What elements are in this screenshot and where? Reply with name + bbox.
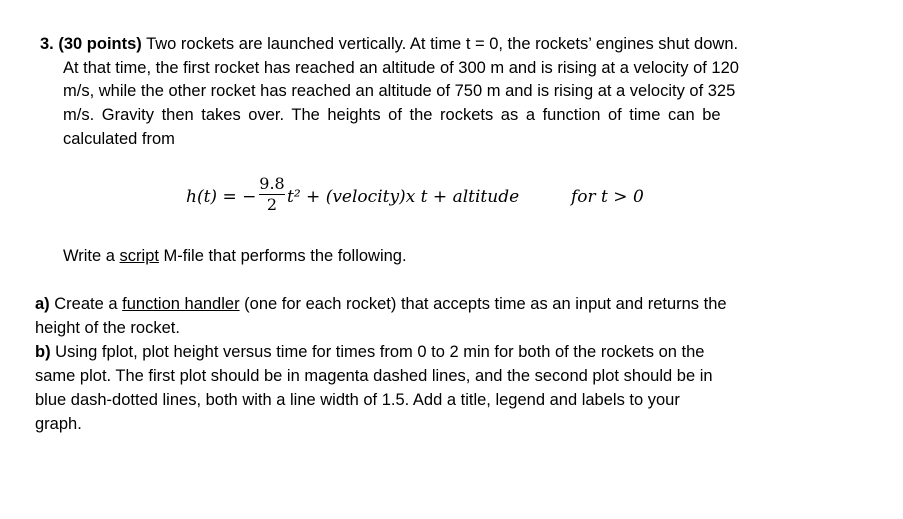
instruction-pre: Write a (63, 247, 120, 265)
part-a-function-handler-term: function handler (122, 295, 240, 313)
question-intro-line3: m/s, while the other rocket has reached an altitude of 750 m and is rising at a velocity of 325 (63, 82, 736, 100)
instruction-post: M-file that performs the following. (158, 247, 407, 265)
instruction-script-term: script (119, 247, 159, 265)
part-b-line2: same plot. The first plot should be in magenta dashed lines, and the second plot should be in (35, 367, 713, 385)
question-number: 3. (40, 35, 54, 53)
question-intro-line5: calculated from (63, 130, 175, 148)
equation-fraction (259, 175, 285, 214)
fraction-denominator: 2 (266, 195, 278, 214)
question-intro-line1: Two rockets are launched vertically. At time t = 0, the rockets’ engines shut down. (146, 35, 739, 53)
equation-rhs: t² + (velocity)x t + altitude (287, 187, 520, 207)
part-b-line1 (35, 341, 704, 364)
equation-condition: for t > 0 (571, 187, 644, 207)
question-header (40, 33, 738, 56)
part-a-pre: Create a (49, 295, 123, 313)
question-intro-line2: At that time, the first rocket has reached an altitude of 300 m and is rising at a velocity of 120 (63, 59, 739, 77)
part-b-line1-text: Using fplot, plot height versus time for times from 0 to 2 min for both of the rockets on the (50, 343, 705, 361)
question-intro-line4: m/s. Gravity then takes over. The heights of the rockets as a function of time can be (63, 106, 721, 124)
part-b-label: b) (35, 343, 51, 361)
part-b-line3: blue dash-dotted lines, both with a line width of 1.5. Add a title, legend and labels to your (35, 391, 680, 409)
equation-lhs: h(t) = − (186, 187, 257, 207)
fraction-numerator: 9.8 (259, 174, 285, 193)
part-a-line2: height of the rocket. (35, 319, 180, 337)
part-a-label: a) (35, 295, 50, 313)
instruction-line (63, 245, 407, 268)
part-a-post: (one for each rocket) that accepts time as an input and returns the (239, 295, 727, 313)
question-points: (30 points) (58, 35, 142, 53)
part-b-line4: graph. (35, 415, 82, 433)
part-a-line1 (35, 293, 727, 316)
